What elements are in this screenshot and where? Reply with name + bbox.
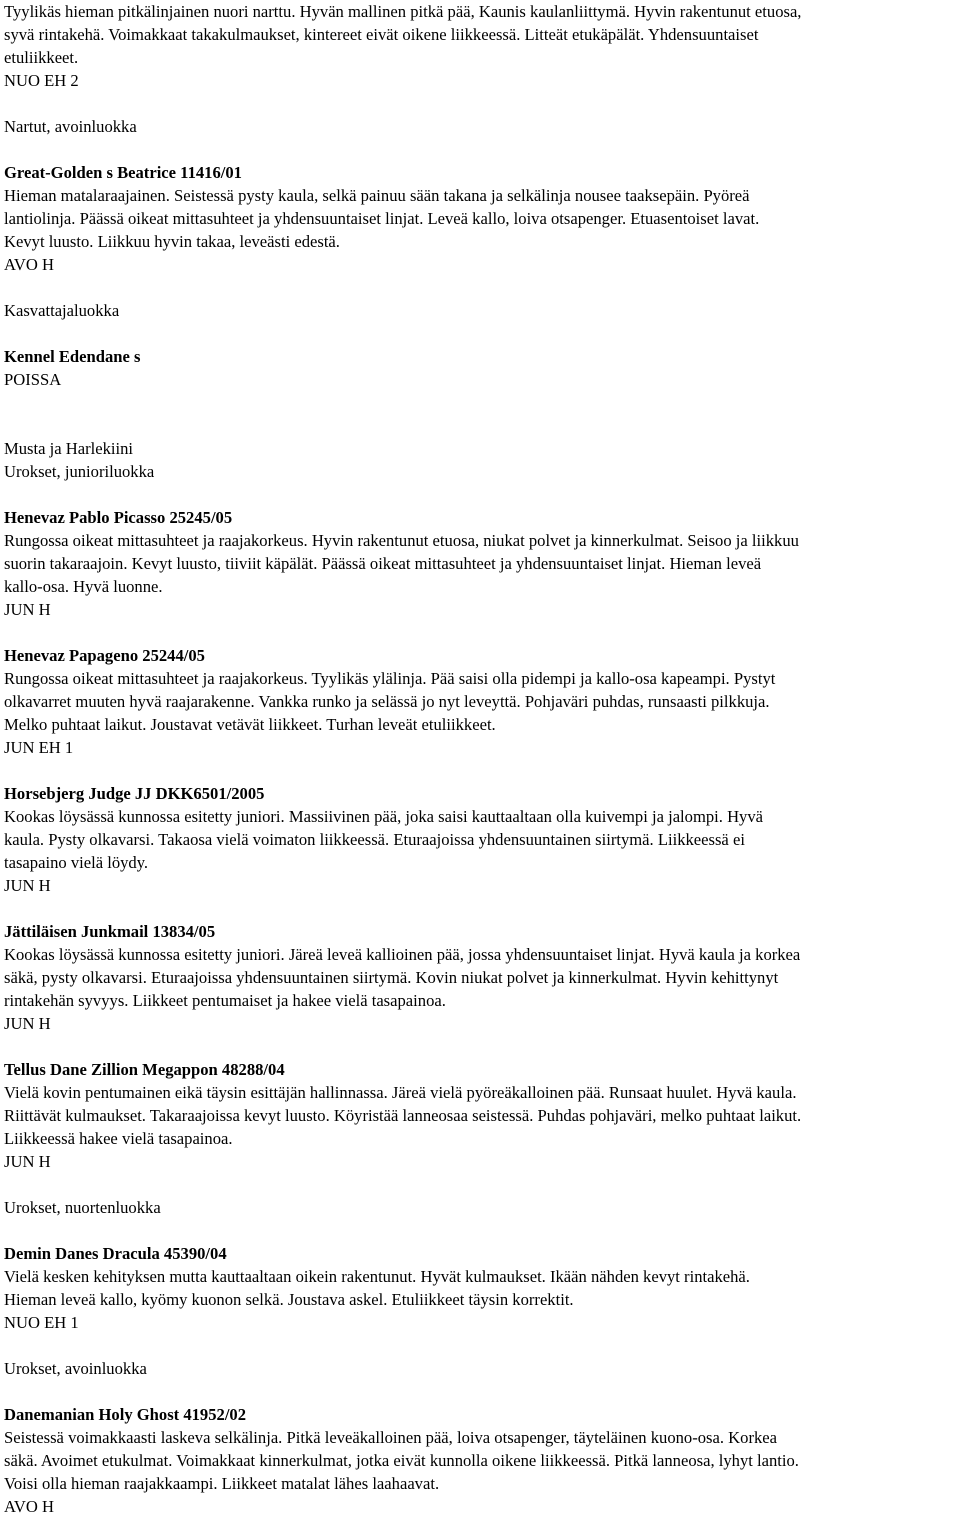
dog-name: Kennel Edendane s bbox=[4, 347, 141, 366]
text-line: suorin takaraajoin. Kevyt luusto, tiiviit käpälät. Päässä oikeat mittasuhteet ja yhdensuuntaiset linjat. Hieman leveä bbox=[4, 554, 762, 573]
text-line: etuliikkeet. bbox=[4, 48, 79, 67]
text-line: Kookas löysässä kunnossa esitetty juniori. Massiivinen pää, joka saisi kauttaaltaan olla kuivempi ja jalompi. Hyvä bbox=[4, 807, 764, 826]
class-heading: Urokset, junioriluokka bbox=[4, 462, 155, 481]
result-line: JUN H bbox=[4, 876, 51, 895]
dog-name: Henevaz Pablo Picasso 25245/05 bbox=[4, 508, 233, 527]
dog-name: Tellus Dane Zillion Megappon 48288/04 bbox=[4, 1060, 285, 1079]
result-line: JUN EH 1 bbox=[4, 738, 74, 757]
text-line: Vielä kesken kehityksen mutta kauttaaltaan oikein rakentunut. Hyvät kulmaukset. Ikään nähden kevyt rintakehä. bbox=[4, 1267, 750, 1286]
result-line: NUO EH 1 bbox=[4, 1313, 79, 1332]
result-line: JUN H bbox=[4, 600, 51, 619]
text-line: Seistessä voimakkaasti laskeva selkälinja. Pitkä leveäkalloinen pää, loiva otsapenger, täyteläinen kuono-osa. Korkea bbox=[4, 1428, 778, 1447]
dog-name: Henevaz Papageno 25244/05 bbox=[4, 646, 205, 665]
text-line: Voisi olla hieman raajakkaampi. Liikkeet matalat lähes laahaavat. bbox=[4, 1474, 440, 1493]
text-line: säkä. Avoimet etukulmat. Voimakkaat kinnerkulmat, jotka eivät kunnolla oikene liikkeessä. Pitkä lanneosa, lyhyt lantio. bbox=[4, 1451, 799, 1470]
text-line: säkä, pysty olkavarsi. Eturaajoissa yhdensuuntainen siirtymä. Kovin niukat polvet ja kinnerkulmat. Hyvin kehittynyt bbox=[4, 968, 779, 987]
color-heading: Musta ja Harlekiini bbox=[4, 439, 134, 458]
text-line: Hieman leveä kallo, kyömy kuonon selkä. Joustava askel. Etuliikkeet täysin korrektit. bbox=[4, 1290, 574, 1309]
class-heading: Nartut, avoinluokka bbox=[4, 117, 137, 136]
text-line: tasapaino vielä löydy. bbox=[4, 853, 149, 872]
text-line: Liikkeessä hakee vielä tasapainoa. bbox=[4, 1129, 233, 1148]
text-line: Hieman matalaraajainen. Seistessä pysty kaula, selkä painuu sään takana ja selkälinja nousee taaksepäin. Pyöreä bbox=[4, 186, 750, 205]
dog-name: Horsebjerg Judge JJ DKK6501/2005 bbox=[4, 784, 265, 803]
result-line: POISSA bbox=[4, 370, 62, 389]
dog-name: Demin Danes Dracula 45390/04 bbox=[4, 1244, 227, 1263]
dog-name: Danemanian Holy Ghost 41952/02 bbox=[4, 1405, 247, 1424]
result-line: AVO H bbox=[4, 255, 54, 274]
result-line: JUN H bbox=[4, 1152, 51, 1171]
text-line: Kevyt luusto. Liikkuu hyvin takaa, leveästi edestä. bbox=[4, 232, 340, 251]
text-line: Rungossa oikeat mittasuhteet ja raajakorkeus. Tyylikäs ylälinja. Pää saisi olla pidempi ja kallo-osa kapeampi. Pystyt bbox=[4, 669, 776, 688]
text-line: Riittävät kulmaukset. Takaraajoissa kevyt luusto. Köyristää lanneosaa seistessä. Puhdas pohjaväri, melko puhtaat laikut. bbox=[4, 1106, 802, 1125]
text-line: olkavarret muuten hyvä raajarakenne. Vankka runko ja selässä jo nyt leveyttä. Pohjaväri puhdas, runsaasti pilkkuja. bbox=[4, 692, 770, 711]
class-heading: Urokset, avoinluokka bbox=[4, 1359, 147, 1378]
result-line: JUN H bbox=[4, 1014, 51, 1033]
text-line: Rungossa oikeat mittasuhteet ja raajakorkeus. Hyvin rakentunut etuosa, niukat polvet ja kinnerkulmat. Seisoo ja liikkuu bbox=[4, 531, 799, 550]
text-line: Tyylikäs hieman pitkälinjainen nuori narttu. Hyvän mallinen pitkä pää, Kaunis kaulanliittymä. Hyvin rakentunut etuosa, bbox=[4, 2, 802, 21]
text-line: Kookas löysässä kunnossa esitetty juniori. Järeä leveä kallioinen pää, jossa yhdensuuntaiset linjat. Hyvä kaula ja korkea bbox=[4, 945, 801, 964]
class-heading: Kasvattajaluokka bbox=[4, 301, 120, 320]
dog-name: Jättiläisen Junkmail 13834/05 bbox=[4, 922, 216, 941]
dog-name: Great-Golden s Beatrice 11416/01 bbox=[4, 163, 242, 182]
class-heading: Urokset, nuortenluokka bbox=[4, 1198, 161, 1217]
text-line: kallo-osa. Hyvä luonne. bbox=[4, 577, 163, 596]
result-line: NUO EH 2 bbox=[4, 71, 79, 90]
text-line: syvä rintakehä. Voimakkaat takakulmaukset, kintereet eivät oikene liikkeessä. Litteät etukäpälät. Yhdensuuntaiset bbox=[4, 25, 759, 44]
result-line: AVO H bbox=[4, 1497, 54, 1516]
text-line: kaula. Pysty olkavarsi. Takaosa vielä voimaton liikkeessä. Eturaajoissa yhdensuuntainen siirtymä. Liikkeessä ei bbox=[4, 830, 745, 849]
text-line: rintakehän syvyys. Liikkeet pentumaiset ja hakee vielä tasapainoa. bbox=[4, 991, 446, 1010]
text-line: lantiolinja. Päässä oikeat mittasuhteet ja yhdensuuntaiset linjat. Leveä kallo, loiva otsapenger. Etuasentoiset lavat. bbox=[4, 209, 760, 228]
document-page bbox=[4, 0, 956, 1518]
text-line: Melko puhtaat laikut. Joustavat vetävät liikkeet. Turhan leveät etuliikkeet. bbox=[4, 715, 496, 734]
text-line: Vielä kovin pentumainen eikä täysin esittäjän hallinnassa. Järeä vielä pyöreäkalloinen pää. Runsaat huulet. Hyvä kaula. bbox=[4, 1083, 797, 1102]
